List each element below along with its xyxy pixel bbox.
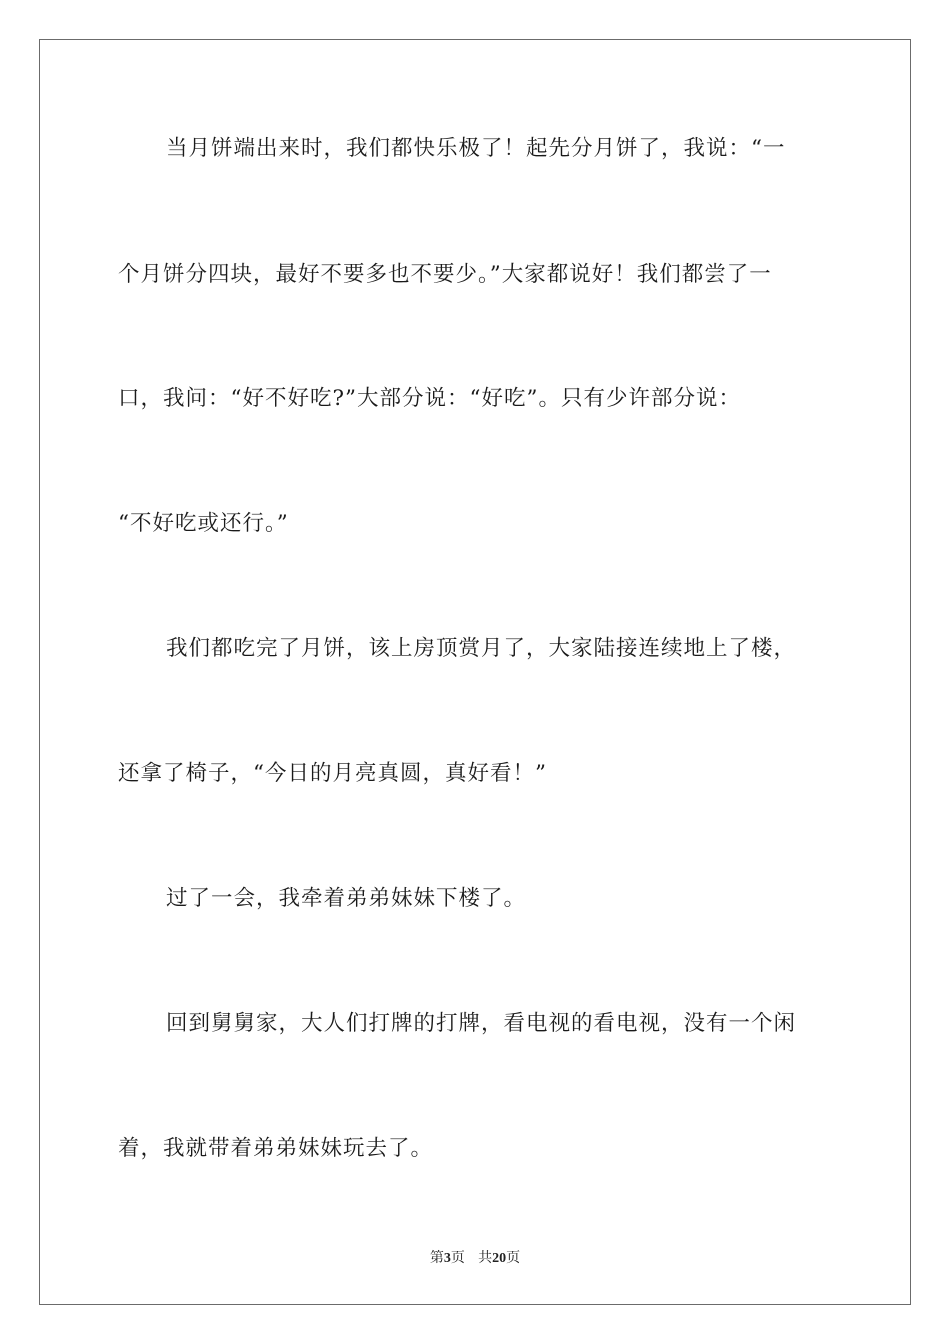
page-border — [39, 39, 911, 1305]
paragraph-1-line-4: “不好吃或还行。” — [118, 511, 289, 536]
total-suffix: 页 — [506, 1250, 521, 1266]
paragraph-2-line-2: 还拿了椅子，“今日的月亮真圆，真好看！” — [118, 761, 547, 786]
paragraph-4-line-2: 着，我就带着弟弟妹妹玩去了。 — [118, 1136, 434, 1161]
page-prefix: 第 — [429, 1250, 444, 1266]
page-suffix: 页 — [450, 1250, 465, 1266]
paragraph-4-line-1: 回到舅舅家，大人们打牌的打牌，看电视的看电视，没有一个闲 — [166, 1011, 797, 1036]
paragraph-1-line-3: 口，我问：“好不好吃?”大部分说：“好吃”。只有少许部分说： — [118, 386, 741, 411]
paragraph-1-line-1: 当月饼端出来时，我们都快乐极了！起先分月饼了，我说：“一 — [166, 136, 786, 161]
paragraph-3-line-1: 过了一会，我牵着弟弟妹妹下楼了。 — [166, 886, 527, 911]
page-footer — [0, 1248, 950, 1269]
current-page-number: 3 — [443, 1251, 451, 1266]
total-page-count: 20 — [492, 1251, 507, 1266]
paragraph-2-line-1: 我们都吃完了月饼，该上房顶赏月了，大家陆接连续地上了楼， — [166, 636, 797, 661]
total-prefix: 共 — [478, 1250, 493, 1266]
paragraph-1-line-2: 个月饼分四块，最好不要多也不要少。”大家都说好！我们都尝了一 — [118, 262, 772, 287]
